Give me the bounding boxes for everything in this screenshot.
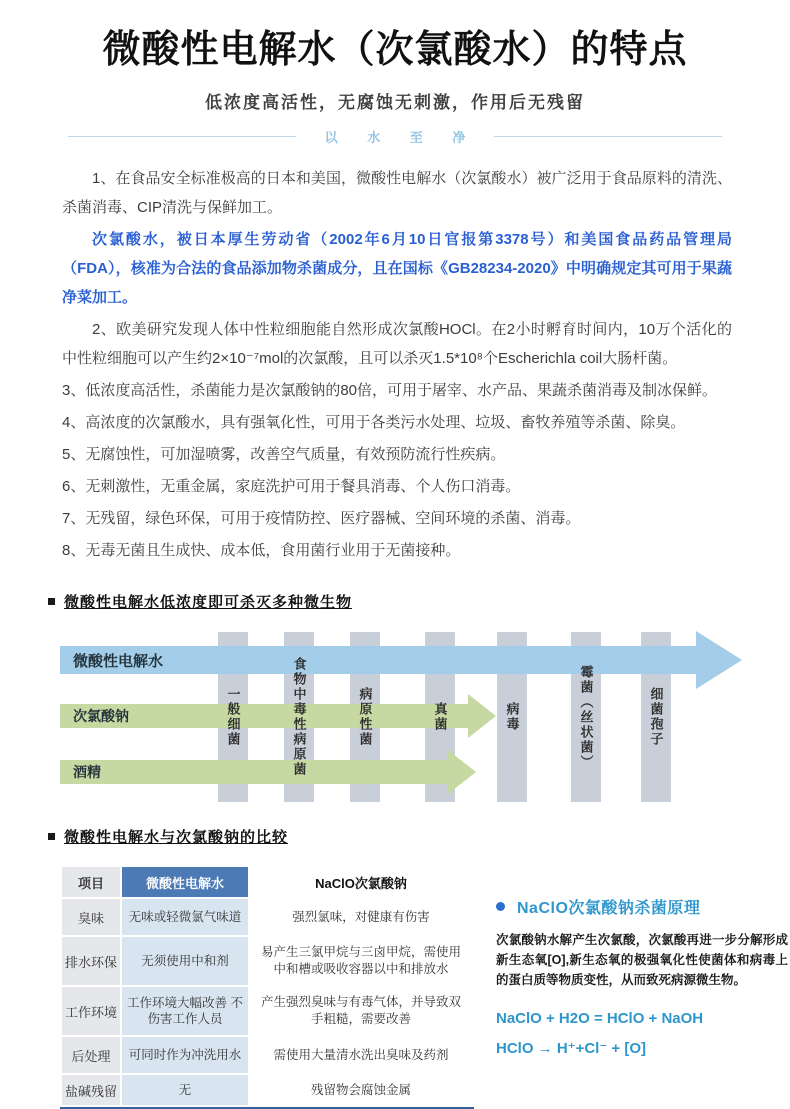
row-label: 后处理 xyxy=(62,1037,120,1073)
naclo-cell: 产生强烈臭味与有毒气体，并导致双手粗糙，需要改善 xyxy=(250,987,472,1035)
paragraph-7: 7、无残留，绿色环保，可用于疫情防控、医疗器械、空间环境的杀菌、消毒。 xyxy=(62,510,581,527)
formula-1: NaClO + H2O = HClO + NaOH xyxy=(496,1010,704,1027)
divider-line xyxy=(494,136,722,137)
principle-body: 次氯酸钠水解产生次氯酸，次氯酸再进一步分解形成新生态氧[O],新生态氧的极强氧化性使菌体和病毒上的蛋白质等物质变性，从而致死病源微生物。 xyxy=(496,933,788,987)
target-bar-label: 病毒 xyxy=(504,702,520,732)
square-bullet-icon xyxy=(48,598,55,605)
comparison-area xyxy=(60,865,790,1109)
table-row xyxy=(62,937,472,985)
arrow-head-icon xyxy=(696,631,742,689)
target-bar-label: 细菌孢子 xyxy=(648,687,664,747)
arrow-alcohol xyxy=(60,750,476,794)
target-bar-label: 食物中毒性病原菌 xyxy=(291,657,307,777)
acid-cell: 无味或轻微氯气味道 xyxy=(122,899,248,935)
section-title-text: 微酸性电解水与次氯酸钠的比较 xyxy=(64,829,289,846)
paragraph-8: 8、无毒无菌且生成快、成本低，食用菌行业用于无菌接种。 xyxy=(62,542,461,559)
header-cell-naclo: NaClO次氯酸钠 xyxy=(250,867,472,897)
acid-cell: 无 xyxy=(122,1075,248,1105)
target-bar-label: 一般细菌 xyxy=(225,687,241,747)
arrow-label: 微酸性电解水 xyxy=(73,652,164,670)
paragraph-1: 1、在食品安全标准极高的日本和美国，微酸性电解水（次氯酸水）被广泛用于食品原料的清洗、杀菌消毒、CIP清洗与保鲜加工。 xyxy=(62,170,732,216)
kill-spectrum-diagram xyxy=(0,626,790,808)
row-label: 排水环保 xyxy=(62,937,120,985)
paragraph-4: 4、高浓度的次氯酸水，具有强氧化性，可用于各类污水处理、垃圾、畜牧养殖等杀菌、除臭。 xyxy=(62,414,686,431)
principle-heading xyxy=(496,895,788,918)
header-cell-item: 项目 xyxy=(62,867,120,897)
paragraph-3: 3、低浓度高活性，杀菌能力是次氯酸钠的80倍，可用于屠宰、水产品、果蔬杀菌消毒及制冰保鲜。 xyxy=(62,382,718,399)
target-bar-label: 病原性菌 xyxy=(357,687,373,747)
comparison-table xyxy=(60,865,474,1109)
acid-cell: 工作环境大幅改善 不伤害工作人员 xyxy=(122,987,248,1035)
acid-cell: 无须使用中和剂 xyxy=(122,937,248,985)
row-label: 盐碱残留 xyxy=(62,1075,120,1105)
arrow-electrolyzed-water xyxy=(60,631,742,689)
page-title: 微酸性电解水（次氯酸水）的特点 xyxy=(102,29,688,71)
arrow-label: 次氯酸钠 xyxy=(73,708,129,724)
row-label: 臭味 xyxy=(62,899,120,935)
paragraph-2: 2、欧美研究发现人体中性粒细胞能自然形成次氯酸HOCl。在2小时孵育时间内，10万个活化的中性粒细胞可以产生约2×10⁻⁷mol的次氯酸，且可以杀灭1.5*10⁸个Escherichla coil大肠杆菌。 xyxy=(62,321,732,367)
motto-divider xyxy=(0,127,790,146)
target-bar-label: 霉菌（丝状菌） xyxy=(578,664,594,770)
acid-cell: 可同时作为冲洗用水 xyxy=(122,1037,248,1073)
table-row xyxy=(62,987,472,1035)
table-row xyxy=(62,899,472,935)
naclo-cell: 强烈氯味，对健康有伤害 xyxy=(250,899,472,935)
table-header-row xyxy=(62,867,472,897)
paragraph-6: 6、无刺激性，无重金属，家庭洗护可用于餐具消毒、个人伤口消毒。 xyxy=(62,478,521,495)
divider-line xyxy=(68,136,296,137)
header-cell-acid-water: 微酸性电解水 xyxy=(122,867,248,897)
table-row xyxy=(62,1037,472,1073)
square-bullet-icon xyxy=(48,833,55,840)
target-bar-label: 真菌 xyxy=(432,702,448,732)
body-text xyxy=(62,164,732,565)
naclo-cell: 残留物会腐蚀金属 xyxy=(250,1075,472,1105)
row-label: 工作环境 xyxy=(62,987,120,1035)
page-subtitle: 低浓度高活性，无腐蚀无刺激，作用后无残留 xyxy=(205,93,585,112)
paragraph-5: 5、无腐蚀性，可加湿喷雾，改善空气质量，有效预防流行性疾病。 xyxy=(62,446,506,463)
arrow-naclo xyxy=(60,694,496,738)
arrow-head-icon xyxy=(448,750,476,794)
principle-title: NaClO次氯酸钠杀菌原理 xyxy=(517,900,701,917)
table-row xyxy=(62,1075,472,1105)
naclo-principle-panel xyxy=(496,895,788,1057)
section-title-comparison xyxy=(48,826,790,847)
naclo-cell: 易产生三氯甲烷与三卤甲烷，需使用中和槽或吸收容器以中和排放水 xyxy=(250,937,472,985)
naclo-cell: 需使用大量清水洗出臭味及药剂 xyxy=(250,1037,472,1073)
section-title-text: 微酸性电解水低浓度即可杀灭多种微生物 xyxy=(64,594,353,611)
section-title-microbes xyxy=(48,591,790,612)
arrow-label: 酒精 xyxy=(73,764,101,780)
formula-2: HClO → H⁺+Cl⁻ + [O] xyxy=(496,1040,647,1057)
dot-bullet-icon xyxy=(496,902,505,911)
motto-text: 以 水 至 净 xyxy=(324,130,479,145)
paragraph-highlight: 次氯酸水，被日本厚生劳动省（2002年6月10日官报第3378号）和美国食品药品管理局（FDA），核准为合法的食品添加物杀菌成分，且在国标《GB28234-2020》中明确规定其可用于果蔬净菜加工。 xyxy=(62,231,732,306)
arrow-head-icon xyxy=(468,694,496,738)
